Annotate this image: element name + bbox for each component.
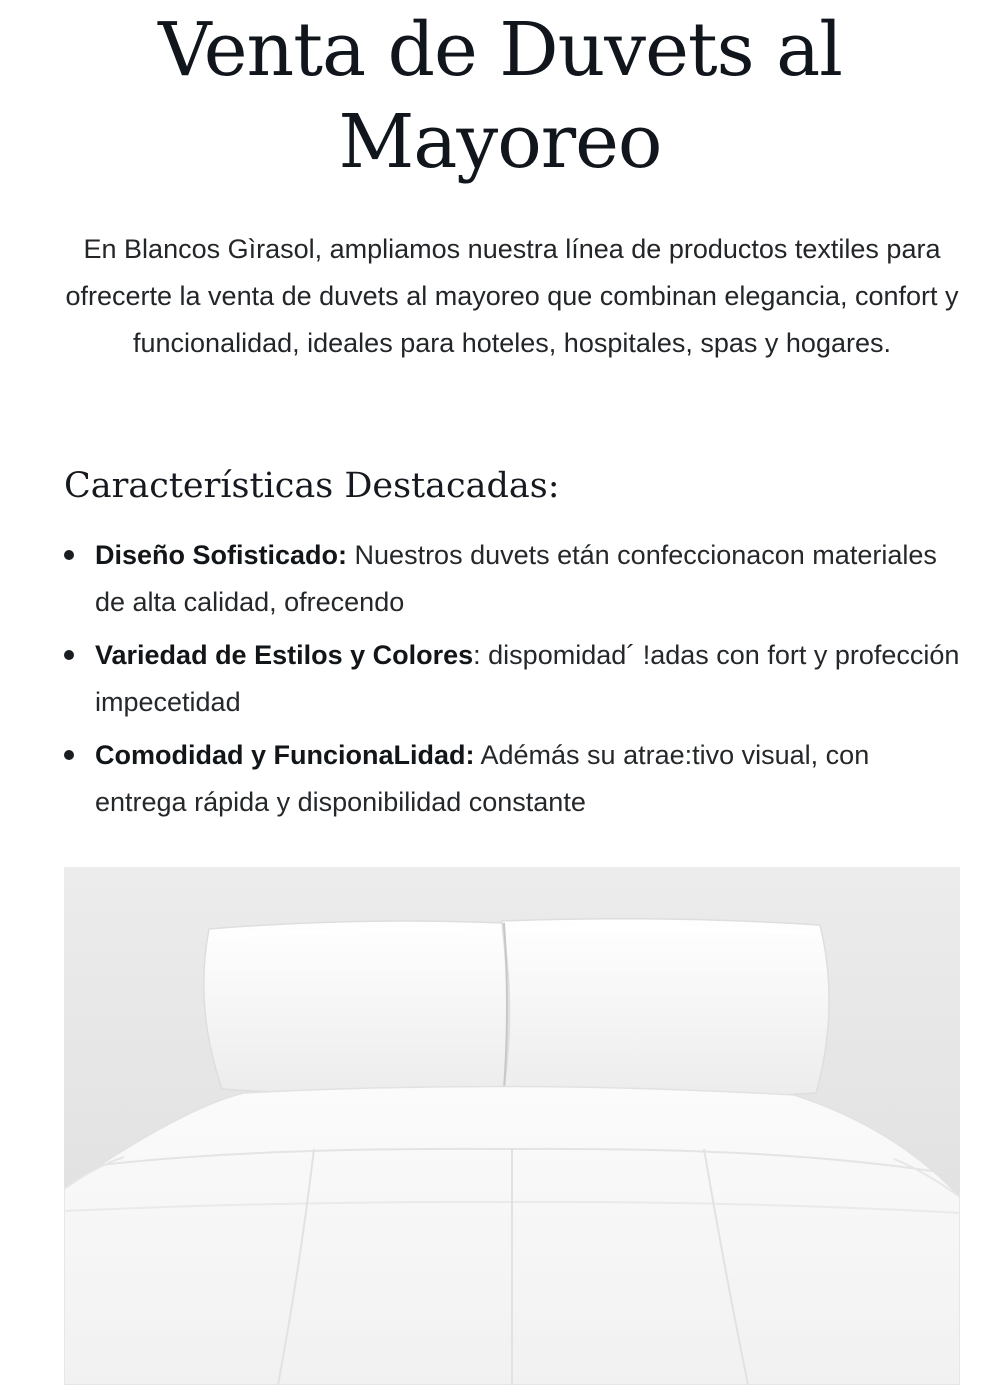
duvet-bed-image bbox=[64, 867, 960, 1385]
duvet bbox=[64, 1086, 960, 1385]
feature-item-styles bbox=[64, 632, 964, 726]
feature-title: Comodidad y FuncionaLidad: bbox=[95, 740, 475, 770]
feature-item-comfort bbox=[64, 732, 964, 826]
bullet-icon bbox=[64, 550, 74, 560]
pillow-left bbox=[204, 921, 508, 1094]
bullet-icon bbox=[64, 750, 74, 760]
feature-item-design bbox=[64, 532, 964, 626]
feature-text: : dispomidad´ !adas con fort y profección impecetidad bbox=[95, 640, 960, 717]
feature-title: Diseño Sofisticado: bbox=[95, 540, 348, 570]
bullet-icon bbox=[64, 650, 74, 660]
features-list bbox=[64, 532, 964, 832]
pillow-right bbox=[502, 919, 829, 1097]
feature-text: Adémás su atrae:tivo visual, con entrega rápida y disponibilidad constante bbox=[95, 740, 870, 817]
features-heading: Características Destacadas: bbox=[64, 466, 560, 506]
page-title: Venta de Duvets al Mayoreo bbox=[158, 7, 842, 185]
feature-text: Nuestros duvets etán confeccionacon materiales de alta calidad, ofrecendo bbox=[95, 540, 937, 617]
intro-paragraph: En Blancos Gìrasol, ampliamos nuestra línea de productos textiles para ofrecerte la venta de duvets al mayoreo que combinan elegancia, confort y funcionalidad, ideales para hoteles, hospitales, spas y hogares. bbox=[65, 234, 959, 358]
feature-title: Variedad de Estilos y Colores bbox=[95, 640, 474, 670]
